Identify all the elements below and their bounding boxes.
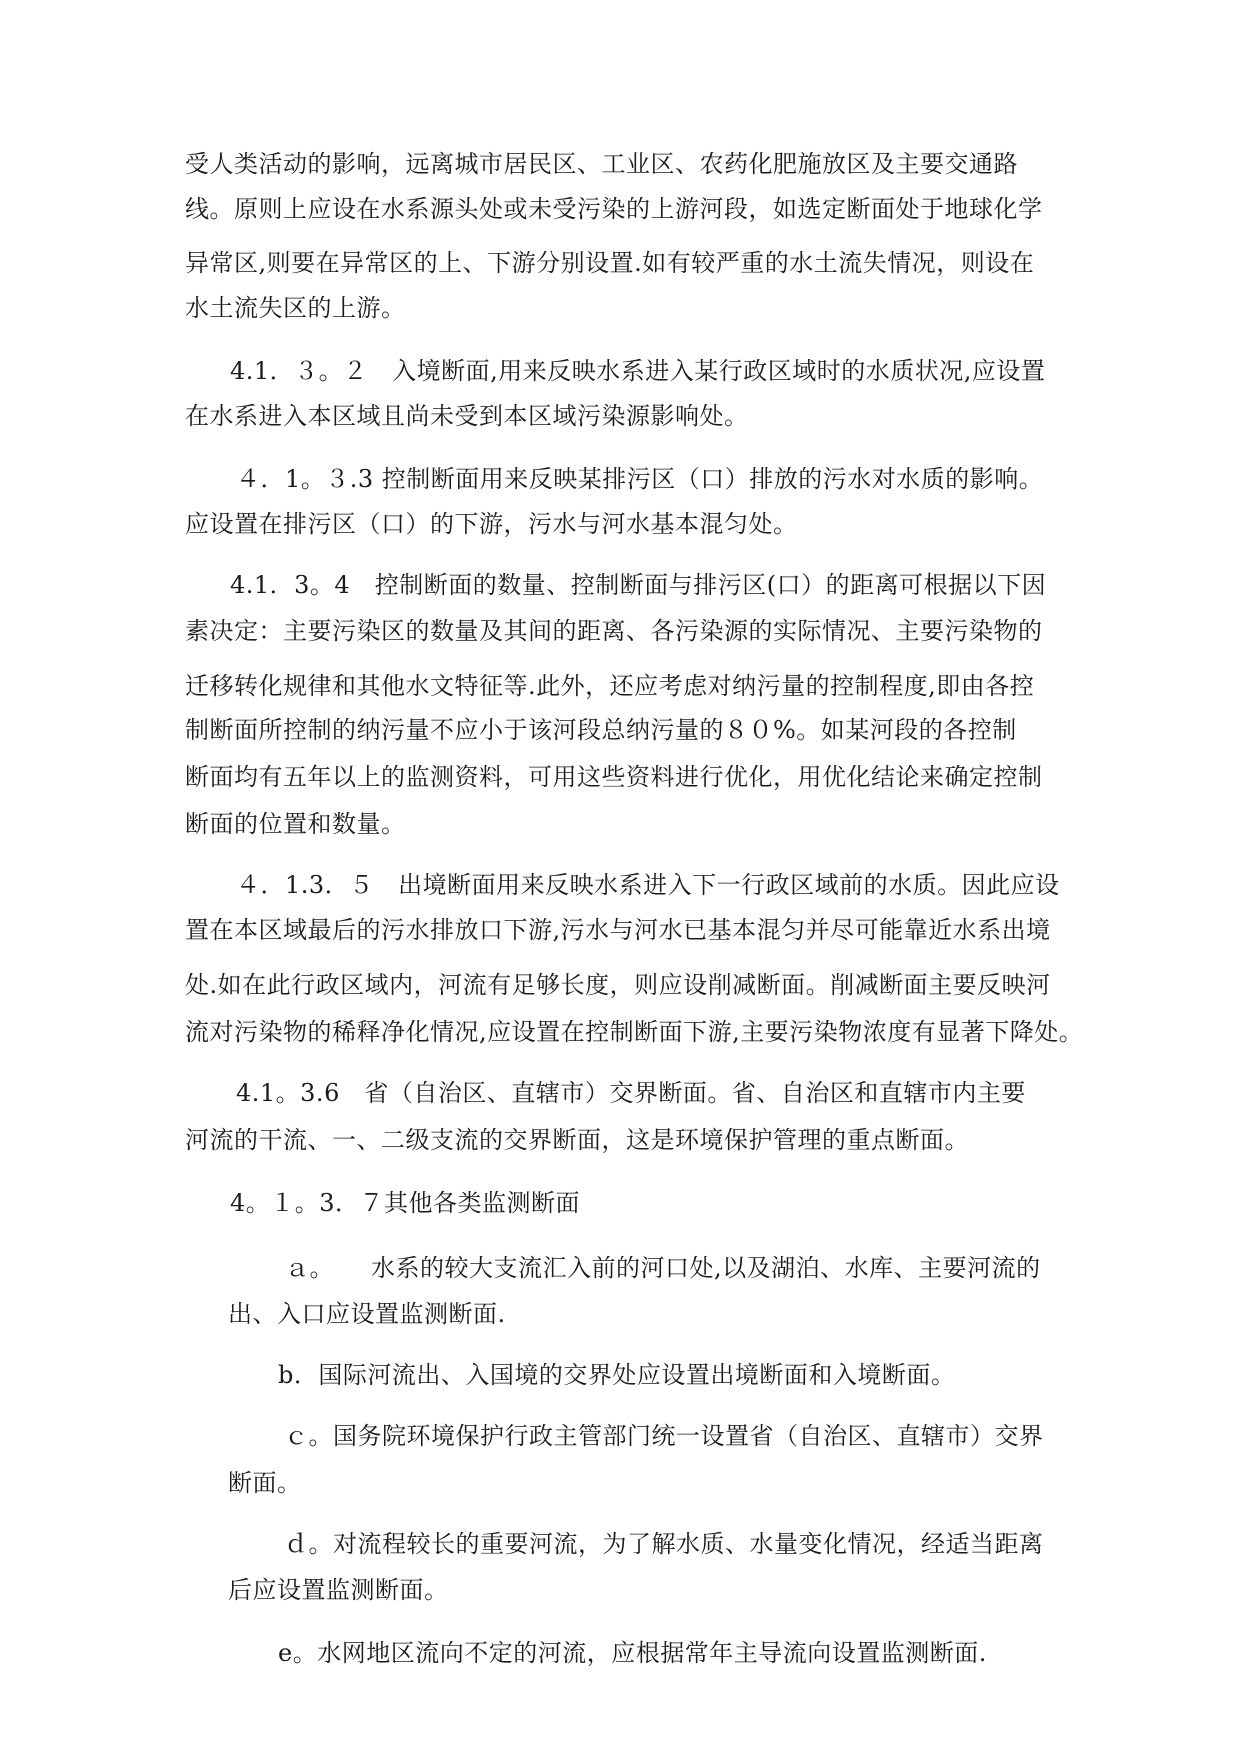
text-line: b．国际河流出、入国境的交界处应设置出境断面和入境断面。	[278, 1361, 956, 1389]
text-line: 素决定：主要污染区的数量及其间的距离、各污染源的实际情况、主要污染物的	[185, 617, 1043, 645]
text-line: ｃ。国务院环境保护行政主管部门统一设置省（自治区、直辖市）交界	[284, 1422, 1044, 1450]
text-line: ａ。 水系的较大支流汇入前的河口处,以及湖泊、水库、主要河流的	[285, 1254, 1041, 1282]
text-line: e。水网地区流向不定的河流，应根据常年主导流向设置监测断面.	[278, 1639, 987, 1667]
text-line: 线。原则上应设在水系源头处或未受污染的上游河段，如选定断面处于地球化学	[185, 195, 1043, 223]
text-line: 4.1．3。4 控制断面的数量、控制断面与排污区(口）的距离可根据以下因	[230, 571, 1047, 599]
text-line: 断面。	[228, 1469, 302, 1497]
text-line: 4.1．３。２ 入境断面,用来反映水系进入某行政区域时的水质状况,应设置	[230, 357, 1046, 385]
text-line: 制断面所控制的纳污量不应小于该河段总纳污量的８０%。如某河段的各控制	[185, 716, 1017, 744]
text-line: 断面的位置和数量。	[185, 810, 406, 838]
text-line: 断面均有五年以上的监测资料，可用这些资料进行优化，用优化结论来确定控制	[185, 763, 1043, 791]
text-line: 置在本区域最后的污水排放口下游,污水与河水已基本混匀并尽可能靠近水系出境	[185, 916, 1051, 944]
text-line: 后应设置监测断面。	[228, 1576, 449, 1604]
text-line: 异常区,则要在异常区的上、下游分别设置.如有较严重的水土流失情况，则设在	[185, 249, 1035, 277]
text-line: 4.1。3.6 省（自治区、直辖市）交界断面。省、自治区和直辖市内主要	[236, 1079, 1026, 1107]
text-line: 出、入口应设置监测断面.	[228, 1300, 506, 1328]
text-line: ｄ。对流程较长的重要河流，为了解水质、水量变化情况，经适当距离	[284, 1530, 1044, 1558]
text-line: 在水系进入本区域且尚未受到本区域污染源影响处。	[185, 402, 749, 430]
text-line: 水土流失区的上游。	[185, 294, 406, 322]
text-line: 受人类活动的影响，远离城市居民区、工业区、农药化肥施放区及主要交通路	[185, 150, 1018, 178]
text-line: 河流的干流、一、二级支流的交界断面，这是环境保护管理的重点断面。	[185, 1126, 969, 1154]
text-line: ４．1.3．５ 出境断面用来反映水系进入下一行政区域前的水质。因此应设	[236, 871, 1060, 899]
text-line: 4。１。3．７其他各类监测断面	[230, 1189, 581, 1217]
text-line: 迁移转化规律和其他水文特征等.此外，还应考虑对纳污量的控制程度,即由各控	[185, 672, 1035, 700]
text-line: ４．1。３.3 控制断面用来反映某排污区（口）排放的污水对水质的影响。	[236, 465, 1044, 493]
text-line: 流对污染物的稀释净化情况,应设置在控制断面下游,主要污染物浓度有显著下降处。	[185, 1018, 1084, 1046]
text-line: 处.如在此行政区域内，河流有足够长度，则应设削减断面。削减断面主要反映河	[185, 971, 1051, 999]
text-line: 应设置在排污区（口）的下游，污水与河水基本混匀处。	[185, 510, 798, 538]
